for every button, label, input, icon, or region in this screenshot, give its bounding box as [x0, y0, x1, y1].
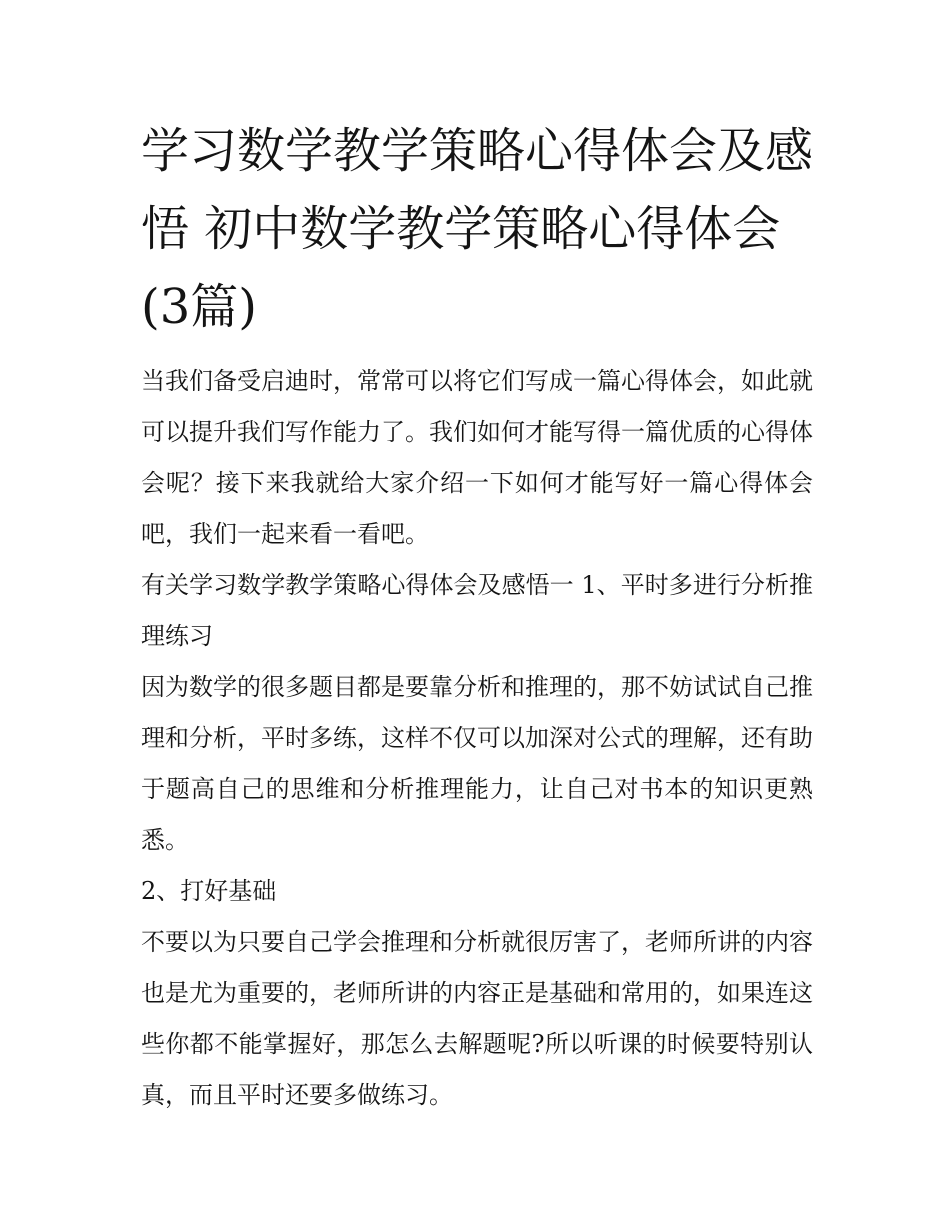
intro-paragraph: 当我们备受启迪时，常常可以将它们写成一篇心得体会，如此就可以提升我们写作能力了。我们如何才能写得一篇优质的心得体会呢？接下来我就给大家介绍一下如何才能写好一篇心得体会吧，我们一起来看一看吧。 [141, 367, 813, 548]
section-two-paragraph: 不要以为只要自己学会推理和分析就很厉害了，老师所讲的内容也是尤为重要的，老师所讲的内容正是基础和常用的，如果连这些你都不能掌握好，那怎么去解题呢?所以听课的时候要特别认真，而且平时还要多做练习。 [141, 928, 813, 1109]
section-two-heading: 2、打好基础 [141, 877, 277, 905]
document-body [141, 112, 813, 1121]
section-one-heading: 有关学习数学教学策略心得体会及感悟一 1、平时多进行分析推理练习 [141, 571, 813, 650]
section-one-paragraph: 因为数学的很多题目都是要靠分析和推理的，那不妨试试自己推理和分析，平时多练，这样不仅可以加深对公式的理解，还有助于题高自己的思维和分析推理能力，让自己对书本的知识更熟悉。 [141, 673, 813, 854]
document-title: 学习数学教学策略心得体会及感悟 初中数学教学策略心得体会(3篇) [141, 123, 814, 335]
